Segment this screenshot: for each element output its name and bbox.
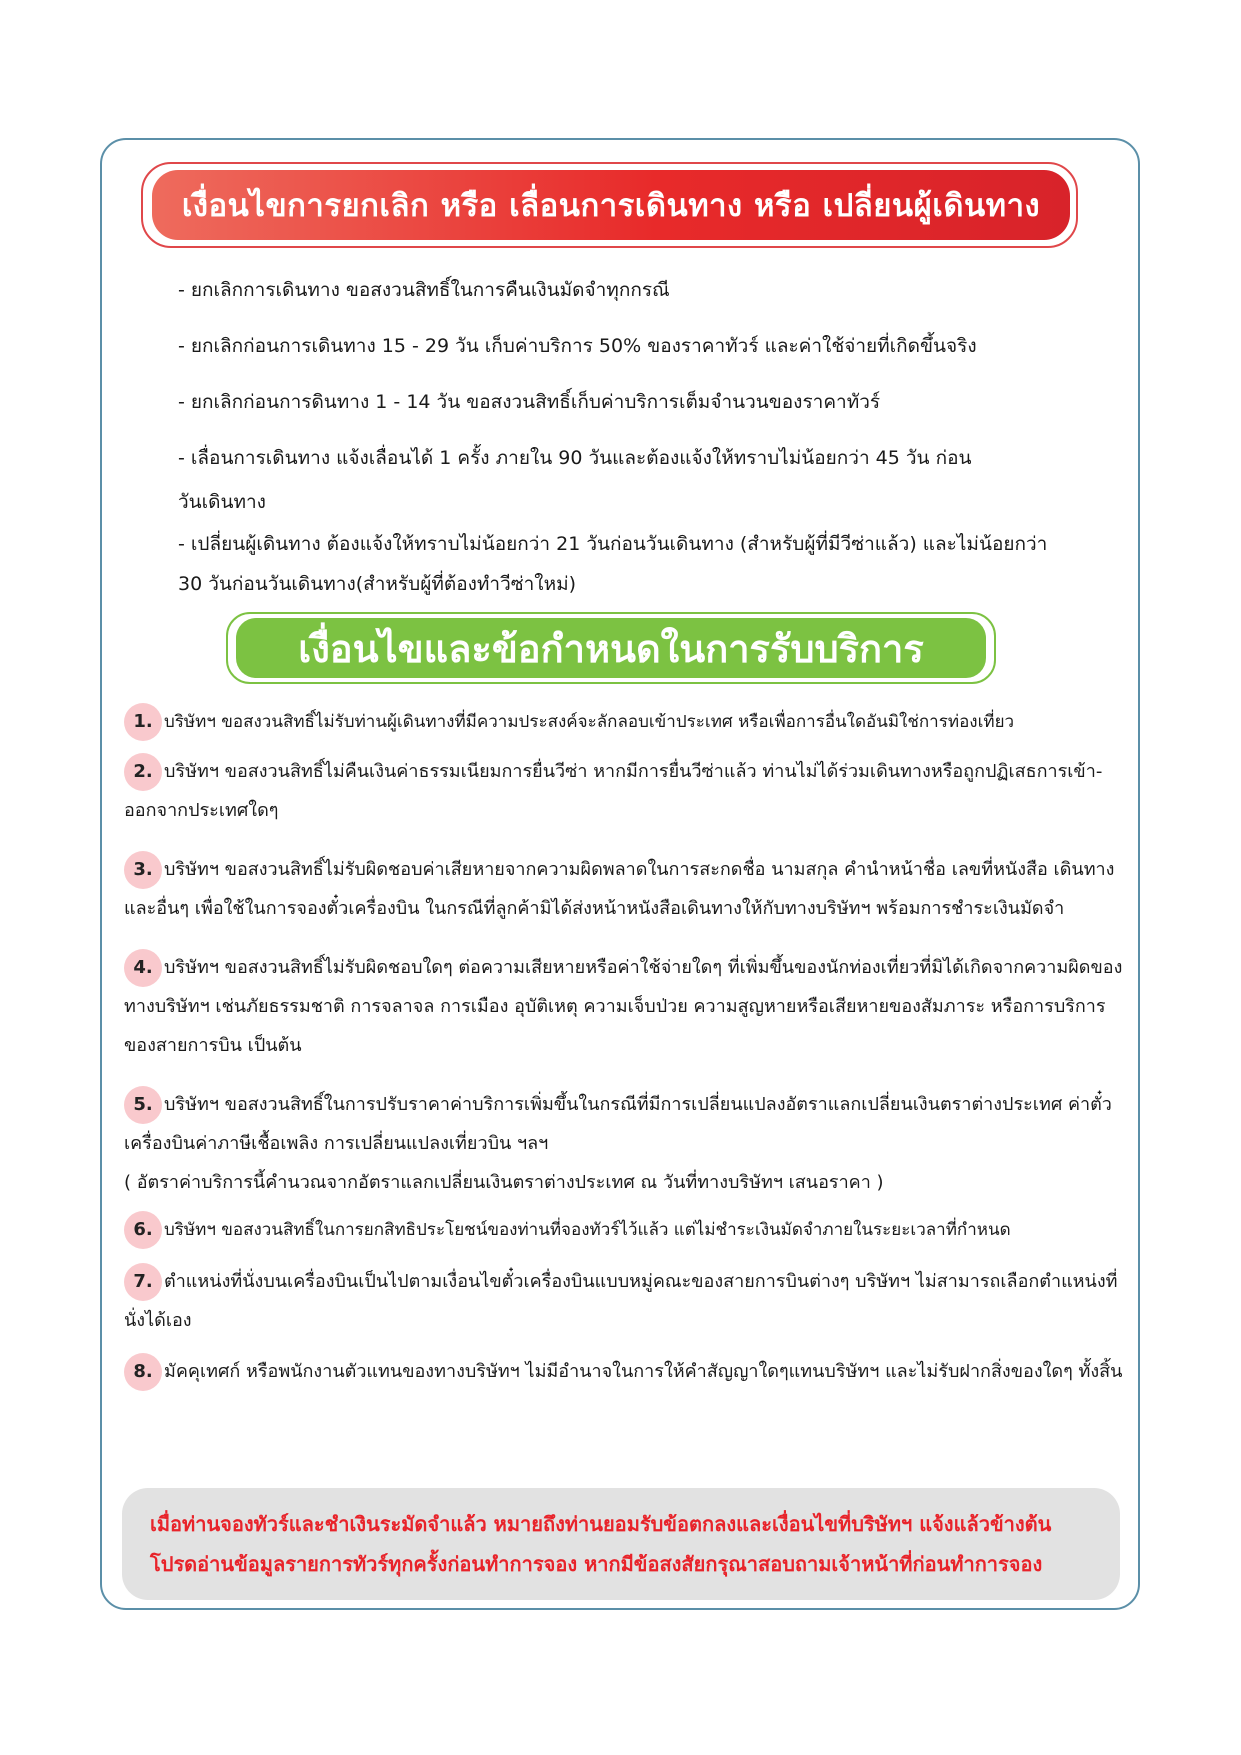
term-item: [124, 1085, 1124, 1202]
terms-title: เงื่อนไขและข้อกำหนดในการรับบริการ: [236, 618, 986, 678]
term-number: 1.: [124, 703, 162, 741]
term-item: [124, 752, 1124, 830]
term-text: บริษัทฯ ขอสงวนสิทธิ์ไม่รับท่านผู้เดินทางที่มีความประสงค์จะลักลอบเข้าประเทศ หรือเพื่อการอื่นใดอันมิใช่การท่องเที่ยว: [164, 712, 1015, 732]
term-item: [124, 948, 1124, 1065]
cancellation-item: - เลื่อนการเดินทาง แจ้งเลื่อนได้ 1 ครั้ง ภายใน 90 วันและต้องแจ้งให้ทราบไม่น้อยกว่า 45 วัน ก่อนวันเดินทาง: [178, 447, 972, 513]
term-number: 3.: [124, 851, 162, 889]
term-number: 6.: [124, 1211, 162, 1249]
cancellation-item: - เปลี่ยนผู้เดินทาง ต้องแจ้งให้ทราบไม่น้อยกว่า 21 วันก่อนวันเดินทาง (สำหรับผู้ที่มีวีซ่าแล้ว) และไม่น้อยกว่า 30 วันก่อนวันเดินทาง(สำหรับผู้ที่ต้องทำวีซ่าใหม่): [178, 533, 1048, 595]
footer-line: โปรดอ่านข้อมูลรายการทัวร์ทุกครั้งก่อนทำการจอง หากมีข้อสงสัยกรุณาสอบถามเจ้าหน้าที่ก่อนทำการจอง: [150, 1552, 1043, 1576]
term-number: 7.: [124, 1263, 162, 1301]
cancellation-item: - ยกเลิกก่อนการเดินทาง 15 - 29 วัน เก็บค่าบริการ 50% ของราคาทัวร์ และค่าใช้จ่ายที่เกิดขึ้นจริง: [178, 335, 977, 357]
cancellation-item: - ยกเลิกก่อนการดินทาง 1 - 14 วัน ขอสงวนสิทธิ์เก็บค่าบริการเต็มจำนวนของราคาทัวร์: [178, 391, 881, 413]
term-item: [124, 1352, 1124, 1391]
term-number: 2.: [124, 753, 162, 791]
footer-line: เมื่อท่านจองทัวร์และชำเงินระมัดจำแล้ว หมายถึงท่านยอมรับข้อตกลงและเงื่อนไขที่บริษัทฯ แจ้งแล้วข้างต้น: [150, 1512, 1052, 1536]
footer-notice: [122, 1488, 1120, 1600]
term-number: 5.: [124, 1086, 162, 1124]
term-text: บริษัทฯ ขอสงวนสิทธิ์ในการยกสิทธิประโยชน์ของท่านที่จองทัวร์ไว้แล้ว แต่ไม่ชำระเงินมัดจำภายในระยะเวลาที่กำหนด: [164, 1220, 1011, 1240]
term-item: [124, 850, 1124, 928]
term-note: ( อัตราค่าบริการนี้คำนวณจากอัตราแลกเปลี่ยนเงินตราต่างประเทศ ณ วันที่ทางบริษัทฯ เสนอราคา ): [124, 1172, 884, 1193]
term-item: [124, 702, 1124, 742]
term-text: บริษัทฯ ขอสงวนสิทธิ์ในการปรับราคาค่าบริการเพิ่มขึ้นในกรณีที่มีการเปลี่ยนแปลงอัตราแลกเปลี่ยนเงินตราต่างประเทศ ค่าตั๋วเครื่องบินค่าภาษีเชื้อเพลิง การเปลี่ยนแปลงเที่ยวบิน ฯลฯ: [124, 1094, 1112, 1154]
cancellation-item: - ยกเลิกการเดินทาง ขอสงวนสิทธิ์ในการคืนเงินมัดจำทุกกรณี: [178, 279, 670, 301]
term-number: 8.: [124, 1353, 162, 1391]
term-text: มัคคุเทศก์ หรือพนักงานตัวแทนของทางบริษัทฯ ไม่มีอำนาจในการให้คำสัญญาใดๆแทนบริษัทฯ และไม่รับฝากสิ่งของใดๆ ทั้งสิ้น: [164, 1361, 1123, 1382]
term-text: บริษัทฯ ขอสงวนสิทธิ์ไม่คืนเงินค่าธรรมเนียมการยื่นวีซ่า หากมีการยื่นวีซ่าแล้ว ท่านไม่ได้ร่วมเดินทางหรือถูกปฏิเสธการเข้า-ออกจากประเทศใดๆ: [124, 761, 1103, 821]
term-item: [124, 1262, 1124, 1340]
term-text: บริษัทฯ ขอสงวนสิทธิ์ไม่รับผิดชอบค่าเสียหายจากความผิดพลาดในการสะกดชื่อ นามสกุล คำนำหน้าชื่อ เลขที่หนังสือ เดินทาง และอื่นๆ เพื่อใช้ในการจองตั๋วเครื่องบิน ในกรณีที่ลูกค้ามิได้ส่งหน้าหนังสือเดินทางให้กับทางบริษัทฯ พร้อมการชำระเงินมัดจำ: [124, 859, 1115, 919]
cancellation-list: [178, 268, 1078, 604]
terms-list: [124, 702, 1124, 1391]
term-item: [124, 1210, 1124, 1250]
term-text: ตำแหน่งที่นั่งบนเครื่องบินเป็นไปตามเงื่อนไขตั๋วเครื่องบินแบบหมู่คณะของสายการบินต่างๆ บริษัทฯ ไม่สามารถเลือกตำแหน่งที่นั่งได้เอง: [124, 1271, 1118, 1331]
term-text: บริษัทฯ ขอสงวนสิทธิ์ไม่รับผิดชอบใดๆ ต่อความเสียหายหรือค่าใช้จ่ายใดๆ ที่เพิ่มขึ้นของนักท่องเที่ยวที่มิได้เกิดจากความผิดของทางบริษัทฯ เช่นภัยธรรมชาติ การจลาจล การเมือง อุบัติเหตุ ความเจ็บป่วย ความสูญหายหรือเสียหายของสัมภาระ หรือการบริการของสายการบิน เป็นต้น: [124, 957, 1123, 1056]
cancellation-title: เงื่อนไขการยกเลิก หรือ เลื่อนการเดินทาง หรือ เปลี่ยนผู้เดินทาง: [152, 170, 1070, 240]
term-number: 4.: [124, 949, 162, 987]
